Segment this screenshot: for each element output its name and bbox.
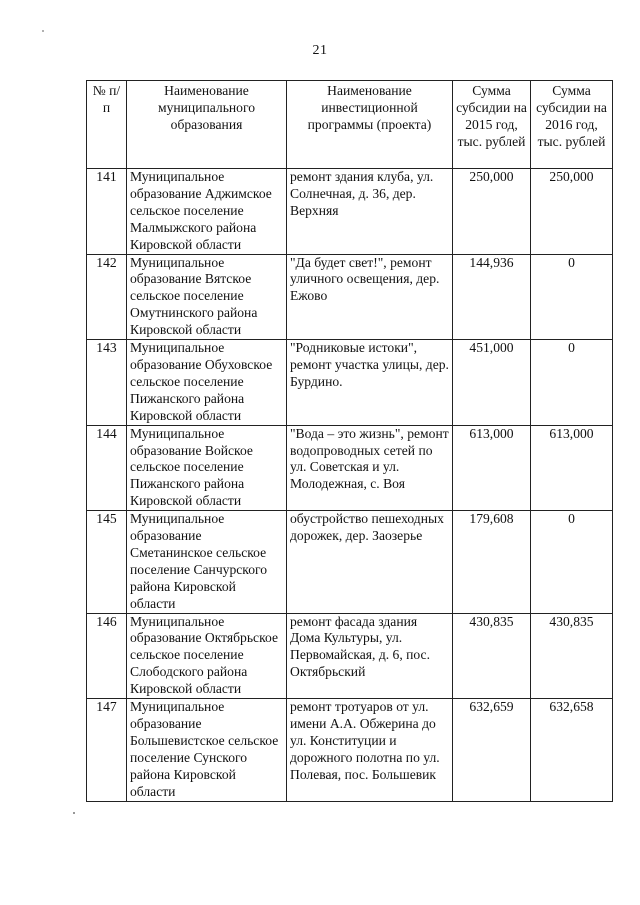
table-header-row xyxy=(87,81,613,169)
row-number: 141 xyxy=(87,169,127,255)
row-number: 144 xyxy=(87,425,127,511)
sum-2016: 0 xyxy=(531,511,613,613)
scan-speck xyxy=(73,812,75,814)
row-number: 143 xyxy=(87,340,127,426)
sum-2016: 0 xyxy=(531,254,613,340)
table-row xyxy=(87,425,613,511)
subsidy-table xyxy=(86,80,613,802)
sum-2015: 144,936 xyxy=(453,254,531,340)
header-sum-2015: Сумма субсидии на 2015 год, тыс. рублей xyxy=(453,81,531,169)
program-name: "Родниковые истоки", ремонт участка улицы, дер. Бурдино. xyxy=(287,340,453,426)
program-name: ремонт тротуаров от ул. имени А.А. Обжерина до ул. Конституции и дорожного полотна по ул. Полевая, пос. Большевик xyxy=(287,699,453,801)
table-row xyxy=(87,169,613,255)
sum-2015: 250,000 xyxy=(453,169,531,255)
sum-2015: 179,608 xyxy=(453,511,531,613)
municipality-name: Муниципальное образование Войское сельское поселение Пижанского района Кировской области xyxy=(127,425,287,511)
page-number: 21 xyxy=(312,43,328,58)
sum-2016: 0 xyxy=(531,340,613,426)
row-number: 146 xyxy=(87,613,127,699)
sum-2016: 632,658 xyxy=(531,699,613,801)
header-program: Наименование инвестиционной программы (проекта) xyxy=(287,81,453,169)
municipality-name: Муниципальное образование Вятское сельское поселение Омутнинского района Кировской области xyxy=(127,254,287,340)
municipality-name: Муниципальное образование Большевистское сельское поселение Сунского района Кировской области xyxy=(127,699,287,801)
municipality-name: Муниципальное образование Аджимское сельское поселение Малмыжского района Кировской области xyxy=(127,169,287,255)
table-row xyxy=(87,699,613,801)
sum-2016: 613,000 xyxy=(531,425,613,511)
row-number: 142 xyxy=(87,254,127,340)
header-num: № п/п xyxy=(87,81,127,169)
program-name: ремонт фасада здания Дома Культуры, ул. Первомайская, д. 6, пос. Октябрьский xyxy=(287,613,453,699)
program-name: "Вода – это жизнь", ремонт водопроводных сетей по ул. Советская и ул. Молодежная, с. Воя xyxy=(287,425,453,511)
program-name: обустройство пешеходных дорожек, дер. Заозерье xyxy=(287,511,453,613)
sum-2015: 430,835 xyxy=(453,613,531,699)
sum-2016: 430,835 xyxy=(531,613,613,699)
municipality-name: Муниципальное образование Сметанинское сельское поселение Санчурского района Кировской области xyxy=(127,511,287,613)
table-row xyxy=(87,511,613,613)
sum-2015: 613,000 xyxy=(453,425,531,511)
municipality-name: Муниципальное образование Обуховское сельское поселение Пижанского района Кировской области xyxy=(127,340,287,426)
table-row xyxy=(87,613,613,699)
row-number: 147 xyxy=(87,699,127,801)
header-municipality: Наименование муниципального образования xyxy=(127,81,287,169)
scan-speck xyxy=(42,30,44,32)
program-name: ремонт здания клуба, ул. Солнечная, д. 36, дер. Верхняя xyxy=(287,169,453,255)
table-row xyxy=(87,254,613,340)
header-sum-2016: Сумма субсидии на 2016 год, тыс. рублей xyxy=(531,81,613,169)
sum-2015: 451,000 xyxy=(453,340,531,426)
sum-2016: 250,000 xyxy=(531,169,613,255)
sum-2015: 632,659 xyxy=(453,699,531,801)
program-name: "Да будет свет!", ремонт уличного освещения, дер. Ежово xyxy=(287,254,453,340)
municipality-name: Муниципальное образование Октябрьское сельское поселение Слободского района Кировской области xyxy=(127,613,287,699)
row-number: 145 xyxy=(87,511,127,613)
table-row xyxy=(87,340,613,426)
